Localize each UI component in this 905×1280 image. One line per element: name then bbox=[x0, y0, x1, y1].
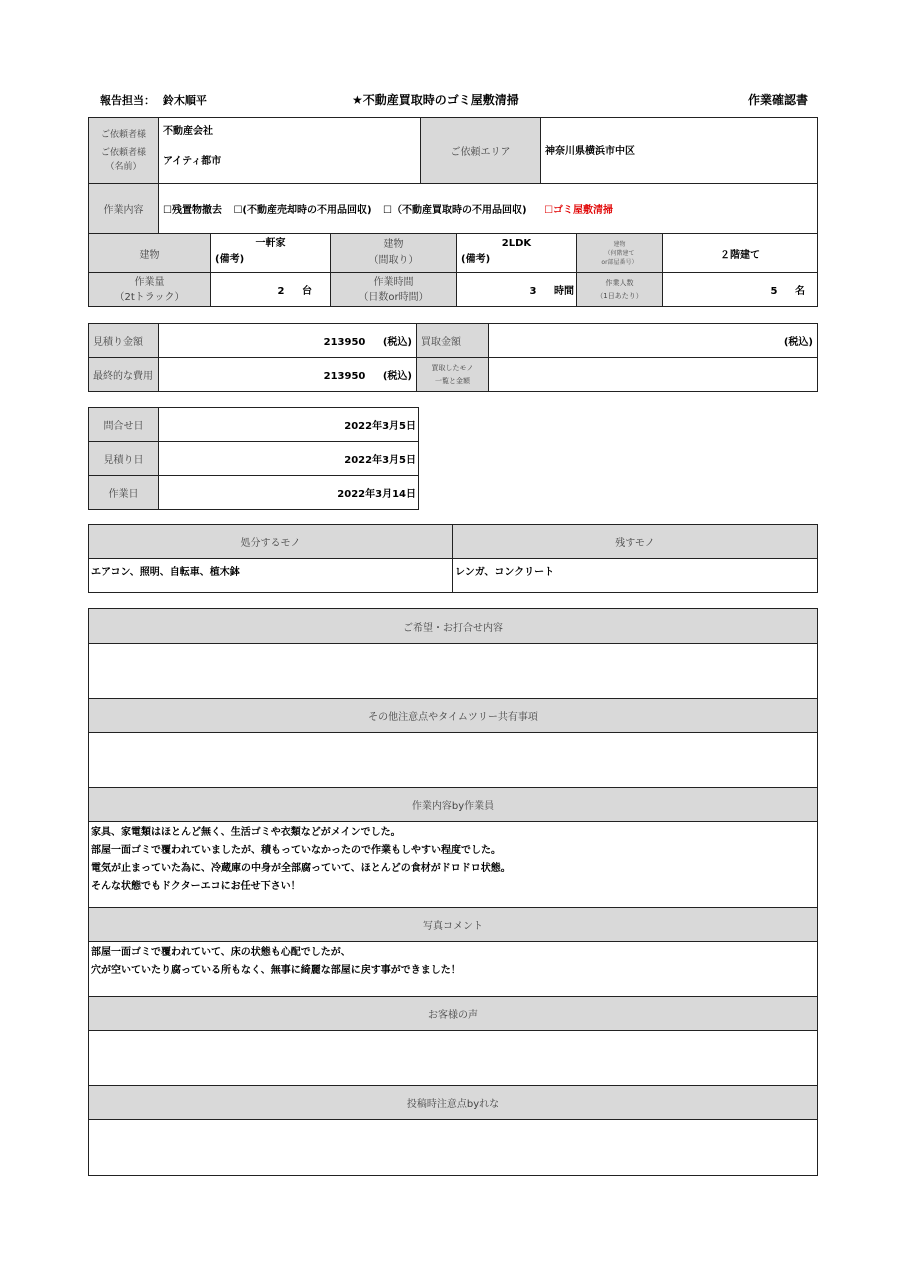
staff-unit: 名 bbox=[795, 286, 805, 297]
work-option-3[interactable]: ☐（不動産買取時の不用品回収) bbox=[383, 205, 527, 216]
dispose-value: エアコン、照明、自転車、植木鉢 bbox=[89, 559, 453, 593]
name-value: アイティ都市 bbox=[163, 156, 222, 167]
inquiry-date-label: 問合せ日 bbox=[89, 408, 159, 442]
estimate-cell bbox=[159, 324, 417, 358]
layout-cell bbox=[457, 234, 577, 273]
floors-value: ２階建て bbox=[663, 234, 818, 273]
dates-table bbox=[88, 407, 419, 510]
area-value: 神奈川県横浜市中区 bbox=[541, 118, 818, 184]
request-header: ご希望・お打合せ内容 bbox=[89, 609, 818, 644]
worker-line: そんな状態でもドクターエコにお任せ下さい！ bbox=[91, 881, 301, 892]
work-date-value: 2022年3月14日 bbox=[159, 476, 419, 510]
worker-header: 作業内容by作業員 bbox=[89, 788, 818, 822]
keep-value: レンガ、コンクリート bbox=[453, 559, 818, 593]
estimate-value: 213950 bbox=[323, 337, 366, 348]
items-table bbox=[88, 524, 818, 593]
notes-header: その他注意点やタイムツリー共有事項 bbox=[89, 699, 818, 733]
staff-label-1: 作業人数 bbox=[605, 278, 634, 287]
client-label: ご依頼者様 bbox=[100, 130, 146, 140]
layout-value: 2LDK bbox=[501, 238, 532, 249]
building-type-cell bbox=[211, 234, 331, 273]
time-label-2: （日数or時間） bbox=[358, 291, 429, 303]
inquiry-date-value: 2022年3月5日 bbox=[159, 408, 419, 442]
floors-label bbox=[577, 234, 663, 273]
purchase-label: 買取金額 bbox=[417, 324, 489, 358]
building-label: 建物 bbox=[89, 234, 211, 273]
floors-label-3: or部屋番号） bbox=[601, 258, 638, 266]
posting-header: 投稿時注意点byれな bbox=[89, 1086, 818, 1120]
estimate-label: 見積り金額 bbox=[89, 324, 159, 358]
purchased-label-2: 一覧と金額 bbox=[435, 376, 470, 385]
final-cell bbox=[159, 358, 417, 392]
time-unit: 時間 bbox=[554, 286, 574, 297]
keep-label: 残すモノ bbox=[453, 525, 818, 559]
worker-body bbox=[89, 822, 818, 908]
photo-body bbox=[89, 942, 818, 997]
staff-label bbox=[577, 273, 663, 307]
price-table bbox=[88, 323, 818, 392]
posting-body[interactable] bbox=[89, 1120, 818, 1176]
work-label: 作業内容 bbox=[89, 184, 159, 234]
reporter-label: 報告担当： bbox=[100, 94, 155, 107]
client-values bbox=[159, 118, 421, 184]
sections-table bbox=[88, 608, 818, 1176]
final-label: 最終的な費用 bbox=[89, 358, 159, 392]
work-date-label: 作業日 bbox=[89, 476, 159, 510]
worker-line: 電気が止まっていた為に、冷蔵庫の中身が全部腐っていて、ほとんどの食材がドロドロ状態。 bbox=[91, 863, 511, 874]
estimate-tax: (税込) bbox=[382, 337, 412, 348]
purchased-value bbox=[489, 358, 818, 392]
building-note-1: (備考) bbox=[215, 254, 245, 265]
document-type: 作業確認書 bbox=[748, 93, 809, 107]
purchased-label bbox=[417, 358, 489, 392]
name-label-1: ご依頼者様 bbox=[100, 148, 146, 158]
dispose-label: 処分するモノ bbox=[89, 525, 453, 559]
reporter-name: 鈴木順平 bbox=[162, 94, 207, 107]
document-title: ★不動産買取時のゴミ屋敷清掃 bbox=[352, 93, 519, 107]
building-type: 一軒家 bbox=[255, 238, 286, 249]
layout-label bbox=[331, 234, 457, 273]
client-labels bbox=[89, 118, 159, 184]
building-note-2: (備考) bbox=[461, 254, 491, 265]
worker-line: 家具、家電類はほとんど無く、生活ゴミや衣類などがメインでした。 bbox=[91, 827, 401, 838]
photo-header: 写真コメント bbox=[89, 908, 818, 942]
amount-label bbox=[89, 273, 211, 307]
purchase-tax: (税込) bbox=[489, 324, 818, 358]
notes-body[interactable] bbox=[89, 733, 818, 788]
voice-body[interactable] bbox=[89, 1031, 818, 1086]
photo-line: 部屋一面ゴミで覆われていて、床の状態も心配でしたが、 bbox=[91, 947, 351, 958]
estimate-date-label: 見積り日 bbox=[89, 442, 159, 476]
staff-value-cell bbox=[663, 273, 818, 307]
estimate-date-value: 2022年3月5日 bbox=[159, 442, 419, 476]
amount-value-cell bbox=[211, 273, 331, 307]
work-options bbox=[159, 184, 818, 234]
area-label: ご依頼エリア bbox=[421, 118, 541, 184]
client-value: 不動産会社 bbox=[163, 126, 213, 137]
staff-value: 5 bbox=[770, 286, 778, 297]
layout-label-1: 建物 bbox=[383, 239, 404, 250]
floors-label-1: 建物 bbox=[613, 240, 626, 248]
work-option-4[interactable]: ☐ゴミ屋敷清掃 bbox=[544, 205, 614, 216]
layout-label-2: （間取り） bbox=[368, 255, 419, 266]
time-value: 3 bbox=[529, 286, 537, 297]
request-body[interactable] bbox=[89, 644, 818, 699]
name-label-2: （名前） bbox=[105, 162, 142, 172]
staff-label-2: （1日あたり） bbox=[596, 291, 643, 300]
worker-line: 部屋一面ゴミで覆われていましたが、積もっていなかったので作業もしやすい程度でした。 bbox=[91, 845, 501, 856]
amount-label-2: （2tトラック） bbox=[114, 291, 185, 303]
time-label bbox=[331, 273, 457, 307]
floors-label-2: （何階建て bbox=[604, 249, 635, 257]
final-tax: (税込) bbox=[382, 371, 412, 382]
time-value-cell bbox=[457, 273, 577, 307]
client-table bbox=[88, 117, 818, 307]
final-value: 213950 bbox=[323, 371, 366, 382]
reporter bbox=[100, 92, 207, 108]
work-option-2[interactable]: ☐(不動産売却時の不用品回収) bbox=[233, 205, 372, 216]
amount-label-1: 作業量 bbox=[134, 276, 165, 288]
purchased-label-1: 買取したモノ bbox=[431, 363, 474, 372]
voice-header: お客様の声 bbox=[89, 997, 818, 1031]
photo-line: 穴が空いていたり腐っている所もなく、無事に綺麗な部屋に戻す事ができました！ bbox=[91, 965, 461, 976]
work-option-1[interactable]: ☐残置物撤去 bbox=[163, 205, 222, 216]
amount-value: 2 bbox=[277, 286, 285, 297]
time-label-1: 作業時間 bbox=[373, 276, 414, 288]
amount-unit: 台 bbox=[302, 286, 312, 297]
